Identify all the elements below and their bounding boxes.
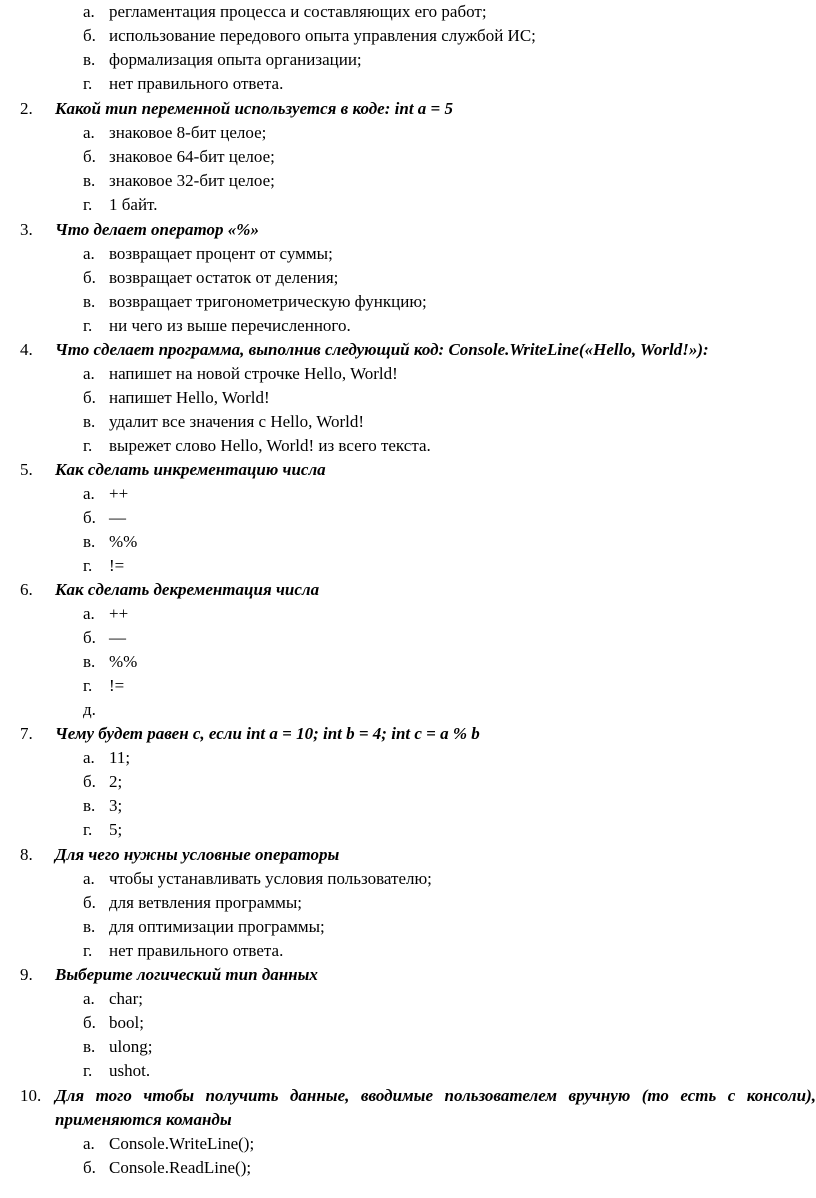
answer-letter: в. [83, 171, 96, 190]
answer-letter: б. [83, 772, 96, 791]
answer-letter: а. [83, 869, 95, 888]
question-number: 2. [20, 99, 33, 118]
answer-letter: в. [83, 796, 96, 815]
question-text-line-2: применяются команды [55, 1110, 232, 1129]
answer-text: возвращает остаток от деления; [109, 268, 339, 287]
answer-text: чтобы устанавливать условия пользователю; [109, 869, 432, 888]
answer-letter: в. [83, 1037, 96, 1056]
question-text: Как сделать декрементация числа [55, 580, 320, 599]
answer-text: ++ [109, 484, 129, 503]
answer-text: 5; [109, 820, 123, 839]
answer-text: вырежет слово Hello, World! из всего текста. [109, 436, 431, 455]
answer-letter: а. [83, 2, 95, 21]
answer-letter: г. [83, 195, 93, 214]
answer-text: ++ [109, 604, 129, 623]
answer-text: != [109, 676, 125, 695]
answer-text: ushot. [109, 1061, 151, 1080]
answer-text: %% [109, 532, 138, 551]
question-number: 8. [20, 845, 33, 864]
answer-text: 3; [109, 796, 123, 815]
answer-text: нет правильного ответа. [109, 74, 284, 93]
answer-letter: в. [83, 532, 96, 551]
answer-text: Console.WriteLine(); [109, 1134, 255, 1153]
answer-letter: б. [83, 147, 96, 166]
answer-text: для оптимизации программы; [109, 917, 325, 936]
question-number: 4. [20, 340, 33, 359]
question-number: 7. [20, 724, 33, 743]
answer-text: для ветвления программы; [109, 893, 302, 912]
answer-letter: в. [83, 652, 96, 671]
answer-text: 1 байт. [109, 195, 158, 214]
question-text: Что сделает программа, выполнив следующий код: Console.WriteLine(«Hello, World!»): [55, 340, 709, 359]
answer-letter: в. [83, 412, 96, 431]
answer-text: ни чего из выше перечисленного. [109, 316, 351, 335]
answer-text: формализация опыта организации; [109, 50, 362, 69]
answer-letter: б. [83, 1158, 96, 1177]
answer-letter: б. [83, 508, 96, 527]
answer-letter: б. [83, 26, 96, 45]
question-text: Выберите логический тип данных [55, 965, 318, 984]
answer-text: Console.ReadLine(); [109, 1158, 252, 1177]
answer-letter: в. [83, 292, 96, 311]
answer-text: напишет Hello, World! [109, 388, 270, 407]
answer-text: регламентация процесса и составляющих его работ; [109, 2, 487, 21]
answer-text: — [109, 508, 126, 527]
answer-text: ulong; [109, 1037, 153, 1056]
answer-letter: г. [83, 941, 93, 960]
question-number: 9. [20, 965, 33, 984]
question-number: 6. [20, 580, 33, 599]
answer-text: знаковое 32-бит целое; [109, 171, 275, 190]
answer-letter: б. [83, 388, 96, 407]
question-text: Чему будет равен c, если int a = 10; int b = 4; int c = a % b [55, 724, 480, 743]
question-number: 5. [20, 460, 33, 479]
answer-text: 2; [109, 772, 123, 791]
answer-letter: а. [83, 244, 95, 263]
answer-text: нет правильного ответа. [109, 941, 284, 960]
answer-text: напишет на новой строчке Hello, World! [109, 364, 398, 383]
answer-letter: г. [83, 1061, 93, 1080]
answer-letter: б. [83, 268, 96, 287]
question-heading [0, 1084, 816, 1108]
answer-letter: а. [83, 748, 95, 767]
question-text: Что делает оператор «%» [55, 220, 259, 239]
answer-text: знаковое 64-бит целое; [109, 147, 275, 166]
answer-letter: г. [83, 556, 93, 575]
answer-letter: г. [83, 676, 93, 695]
answer-letter: а. [83, 604, 95, 623]
answer-text: удалит все значения с Hello, World! [109, 412, 365, 431]
answer-text: использование передового опыта управления службой ИС; [109, 26, 536, 45]
answer-letter: а. [83, 364, 95, 383]
answer-letter: а. [83, 1134, 95, 1153]
answer-letter: б. [83, 628, 96, 647]
answer-text: 11; [109, 748, 131, 767]
question-text-line-1: Для того чтобы получить данные, вводимые пользователем вручную (то есть с консоли), [55, 1086, 816, 1105]
question-text: Как сделать инкрементацию числа [55, 460, 326, 479]
answer-text: знаковое 8-бит целое; [109, 123, 267, 142]
answer-text: %% [109, 652, 138, 671]
answer-letter: г. [83, 316, 93, 335]
answer-text: возвращает тригонометрическую функцию; [109, 292, 427, 311]
question-text: Для чего нужны условные операторы [55, 845, 340, 864]
answer-letter: г. [83, 820, 93, 839]
question-number: 3. [20, 220, 33, 239]
answer-text: возвращает процент от суммы; [109, 244, 333, 263]
answer-letter: в. [83, 50, 96, 69]
answer-text: bool; [109, 1013, 144, 1032]
answer-text: — [109, 628, 126, 647]
answer-text: != [109, 556, 125, 575]
answer-letter: г. [83, 74, 93, 93]
answer-text: char; [109, 989, 143, 1008]
question-number: 10. [20, 1086, 42, 1105]
answer-letter: б. [83, 1013, 96, 1032]
answer-letter: а. [83, 484, 95, 503]
answer-letter: г. [83, 436, 93, 455]
answer-letter: б. [83, 893, 96, 912]
answer-letter: а. [83, 123, 95, 142]
answer-letter: а. [83, 989, 95, 1008]
answer-letter: д. [83, 700, 96, 719]
answer-letter: в. [83, 917, 96, 936]
question-text: Какой тип переменной используется в коде: int a = 5 [55, 99, 453, 118]
